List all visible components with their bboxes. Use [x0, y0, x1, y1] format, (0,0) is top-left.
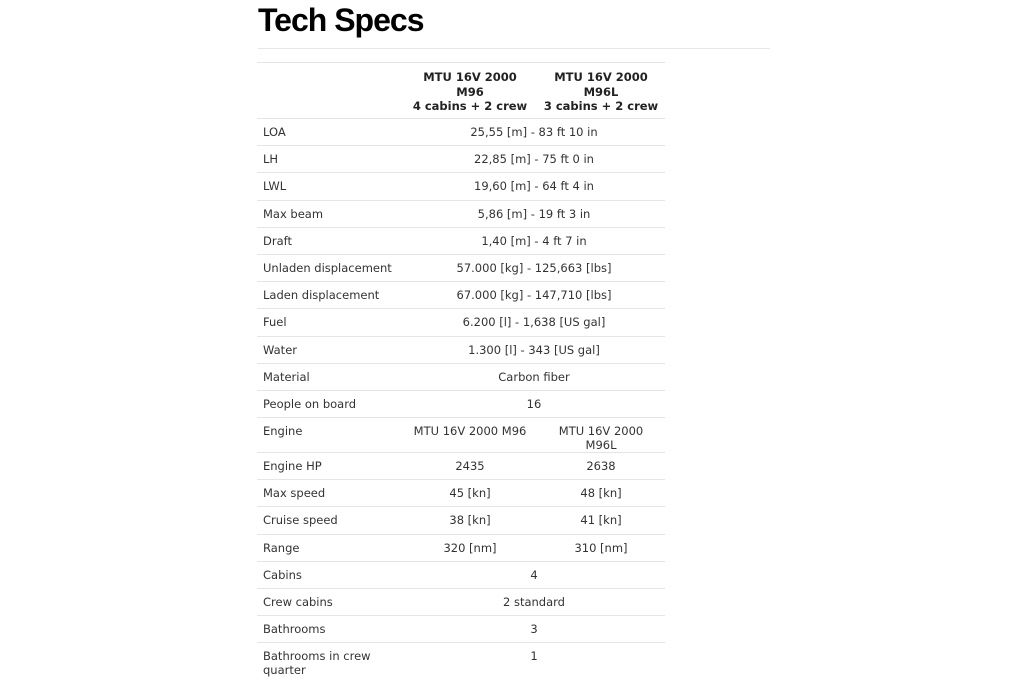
spec-label: Fuel	[257, 309, 403, 336]
column-header-line: MTU 16V 2000	[423, 70, 517, 84]
table-row	[257, 309, 665, 336]
spec-value: Carbon fiber	[403, 363, 665, 390]
spec-label: Crew cabins	[257, 589, 403, 616]
spec-value: 320 [nm]	[403, 534, 537, 561]
table-row	[257, 507, 665, 534]
spec-label: Bathrooms in crew quarter	[257, 643, 403, 683]
spec-value: 310 [nm]	[537, 534, 665, 561]
table-row	[257, 254, 665, 281]
column-header-line: M96	[456, 84, 484, 99]
table-row	[257, 363, 665, 390]
page-title: Tech Specs	[258, 2, 424, 38]
spec-label: Laden displacement	[257, 282, 403, 309]
column-header-line: MTU 16V 2000	[554, 70, 648, 84]
table-row	[257, 282, 665, 309]
spec-value: 2435	[403, 453, 537, 480]
spec-label: Range	[257, 534, 403, 561]
spec-label: Max beam	[257, 200, 403, 227]
spec-value: 25,55 [m] - 83 ft 10 in	[403, 119, 665, 146]
table-row	[257, 643, 665, 683]
spec-label: Material	[257, 363, 403, 390]
spec-value: MTU 16V 2000 M96L	[537, 418, 665, 453]
spec-label: People on board	[257, 390, 403, 417]
tech-specs-table	[257, 62, 665, 683]
spec-value: 45 [kn]	[403, 480, 537, 507]
table-row	[257, 119, 665, 146]
table-row	[257, 227, 665, 254]
spec-label: Max speed	[257, 480, 403, 507]
table-row	[257, 418, 665, 453]
spec-value: 19,60 [m] - 64 ft 4 in	[403, 173, 665, 200]
spec-label: Draft	[257, 227, 403, 254]
table-row	[257, 616, 665, 643]
spec-label: Cruise speed	[257, 507, 403, 534]
spec-value: 1.300 [l] - 343 [US gal]	[403, 336, 665, 363]
spec-label: Unladen displacement	[257, 254, 403, 281]
table-row	[257, 146, 665, 173]
table-row	[257, 453, 665, 480]
table-body	[257, 119, 665, 683]
spec-value: 1,40 [m] - 4 ft 7 in	[403, 227, 665, 254]
spec-value: 67.000 [kg] - 147,710 [lbs]	[403, 282, 665, 309]
table-row	[257, 534, 665, 561]
spec-value: 48 [kn]	[537, 480, 665, 507]
spec-value: 38 [kn]	[403, 507, 537, 534]
column-header-line: M96L	[583, 84, 619, 99]
column-header-line: 4 cabins + 2 crew	[412, 99, 528, 113]
table-row	[257, 336, 665, 363]
table-row	[257, 589, 665, 616]
spec-value: 41 [kn]	[537, 507, 665, 534]
table-row	[257, 390, 665, 417]
spec-label: Bathrooms	[257, 616, 403, 643]
spec-label: Engine HP	[257, 453, 403, 480]
spec-value: 22,85 [m] - 75 ft 0 in	[403, 146, 665, 173]
spec-value: 6.200 [l] - 1,638 [US gal]	[403, 309, 665, 336]
spec-label: Water	[257, 336, 403, 363]
title-divider	[258, 48, 770, 49]
spec-label: Cabins	[257, 561, 403, 588]
spec-value: 3	[403, 616, 665, 643]
spec-value: 2638	[537, 453, 665, 480]
spec-value: 5,86 [m] - 19 ft 3 in	[403, 200, 665, 227]
spec-label: LH	[257, 146, 403, 173]
spec-value: 2 standard	[403, 589, 665, 616]
column-header-line: 3 cabins + 2 crew	[543, 99, 659, 113]
table-row	[257, 200, 665, 227]
spec-value: MTU 16V 2000 M96	[403, 418, 537, 453]
spec-value: 16	[403, 390, 665, 417]
table-header-row	[257, 63, 665, 119]
spec-label: LWL	[257, 173, 403, 200]
spec-value: 1	[403, 643, 665, 683]
column-header-m96	[403, 63, 537, 119]
table-row	[257, 173, 665, 200]
spec-label: LOA	[257, 119, 403, 146]
spec-label: Engine	[257, 418, 403, 453]
spec-value: 4	[403, 561, 665, 588]
column-header-m96l	[537, 63, 665, 119]
table-row	[257, 480, 665, 507]
header-empty-cell	[257, 63, 403, 119]
table-row	[257, 561, 665, 588]
spec-value: 57.000 [kg] - 125,663 [lbs]	[403, 254, 665, 281]
